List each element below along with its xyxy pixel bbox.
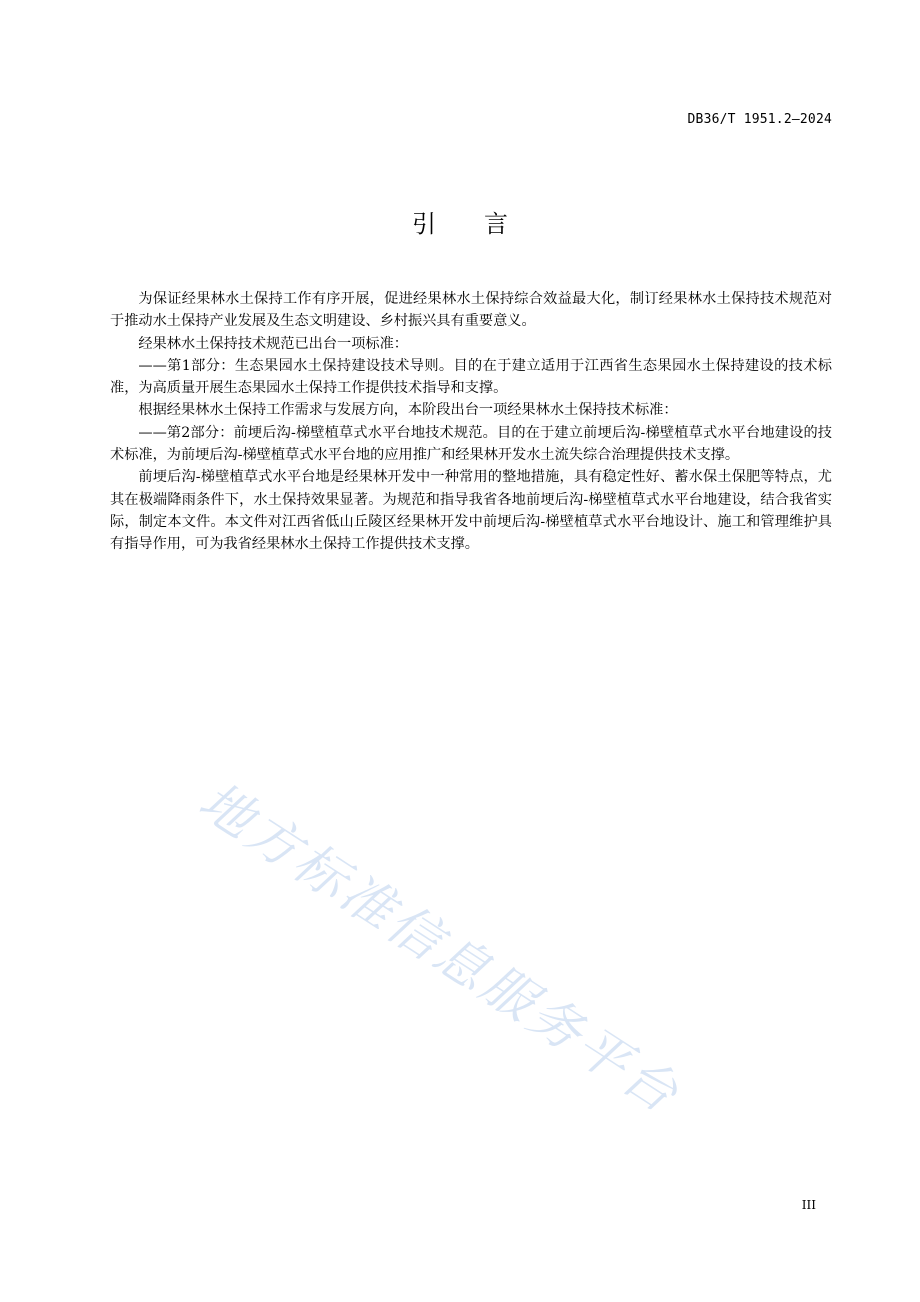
paragraph: 经果林水土保持技术规范已出台一项标准： [138,335,408,352]
paragraph: 前埂后沟-梯壁植草式水平台地是经果林开发中一种常用的整地措施，具有稳定性好、蓄水保土保肥等特点，尤其在极端降雨条件下，水土保持效果显著。为规范和指导我省各地前埂后沟-梯壁植草式水平台地建设，结合我省实际，制定本文件。本文件对江西省低山丘陵区经果林开发中前埂后沟-梯壁植草式水平台地设计、施工和管理维护具有指导作用，可为我省经果林水土保持工作提供技术支撑。 [110,469,832,553]
watermark: 地方标准信息服务平台 [188,770,691,1127]
paragraph: ——第2部分：前埂后沟-梯壁植草式水平台地技术规范。目的在于建立前埂后沟-梯壁植草式水平台地建设的技术标准，为前埂后沟-梯壁植草式水平台地的应用推广和经果林开发水土流失综合治理提供技术支撑。 [110,424,832,464]
standard-code: DB36/T 1951.2—2024 [687,112,832,127]
paragraph: ——第1部分：生态果园水土保持建设技术导则。目的在于建立适用于江西省生态果园水土保持建设的技术标准，为高质量开展生态果园水土保持工作提供技术指导和支撑。 [110,357,832,397]
page-title: 引言 [412,210,556,238]
page-number: III [801,1198,816,1212]
document-body [110,288,832,556]
paragraph: 根据经果林水土保持工作需求与发展方向，本阶段出台一项经果林水土保持技术标准： [138,402,678,419]
paragraph: 为保证经果林水土保持工作有序开展，促进经果林水土保持综合效益最大化，制订经果林水土保持技术规范对于推动水土保持产业发展及生态文明建设、乡村振兴具有重要意义。 [110,291,832,330]
